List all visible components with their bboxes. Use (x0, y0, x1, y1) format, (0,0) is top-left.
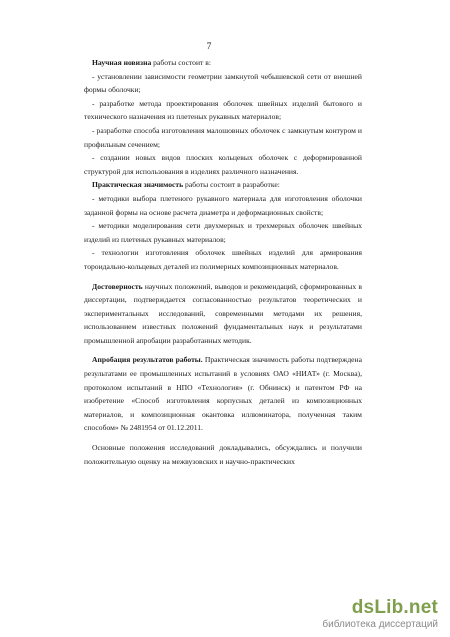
novelty-intro: работы состоит в: (151, 58, 211, 67)
dslib-subtitle: библиотека диссертаций (322, 619, 438, 630)
page-number: 7 (206, 42, 212, 52)
novelty-item: - разработке метода проектирования оболочек швейных изделий бытового и технического назначения из плетеных рукавных материалов; (84, 98, 362, 122)
practical-item: - методики выбора плетеного рукавного материала для изготовления оболочки заданной формы на основе расчета диаметра и деформационных свойств; (84, 193, 362, 217)
practical-item: - методики моделирования сети двухмерных и трехмерных оболочек швейных изделий из плетеных рукавных материалов; (84, 221, 362, 244)
practical-intro: работы состоит в разработке: (183, 180, 280, 190)
reliability-heading: Достоверность (92, 281, 143, 291)
conclusion-paragraph: Основные положения исследований докладывались, обсуждались и получили положительную оценку на межвузовских и научно-практических (84, 443, 362, 466)
dslib-watermark (322, 598, 438, 631)
reliability-paragraph (84, 280, 362, 348)
approbation-text: Практическая значимость работы подтверждена результатами ее промышленных испытаний в условиях ОАО «НИАТ» (г. Москва), протоколом испытаний в НПО «Технология» (г. Обнинск) и патентом РФ на изобретение «Способ изготовления корпусных деталей из композиционных материалов, и композиционная окантовка иллюминатора, полученная таким способом» № 2481954 от 01.12.2011. (84, 355, 362, 433)
practical-paragraph (84, 178, 362, 192)
approbation-paragraph (84, 353, 362, 435)
practical-item: - технологии изготовления оболочек швейных изделий для армирования тороидально-кольцевых деталей из полимерных композиционных материалов. (84, 248, 362, 271)
reliability-text: научных положений, выводов и рекомендаций, сформированных в диссертации, подтверждается согласованностью результатов теоретических и экспериментальных исследований, современными методами их решения, использованием известных положений фундаментальных наук и результатами промышленной апробации разработанных методик. (84, 281, 362, 345)
novelty-heading: Научная новизна (92, 58, 152, 67)
novelty-item: - разработке способа изготовления малошовных оболочек с замкнутым контуром и профильным сечением; (84, 125, 362, 149)
dslib-logo: dsLib.net (351, 597, 438, 618)
novelty-paragraph (84, 56, 362, 70)
novelty-item: - установлении зависимости геометрии замкнутой чебышевской сети от внешней формы оболочки; (84, 71, 362, 95)
document-body (84, 56, 362, 468)
approbation-heading: Апробация результатов работы. (92, 355, 203, 365)
practical-heading: Практическая значимость (92, 180, 184, 190)
novelty-item: - создании новых видов плоских кольцевых оболочек с деформированной структурой для использования в изделиях различного назначения. (84, 153, 362, 176)
